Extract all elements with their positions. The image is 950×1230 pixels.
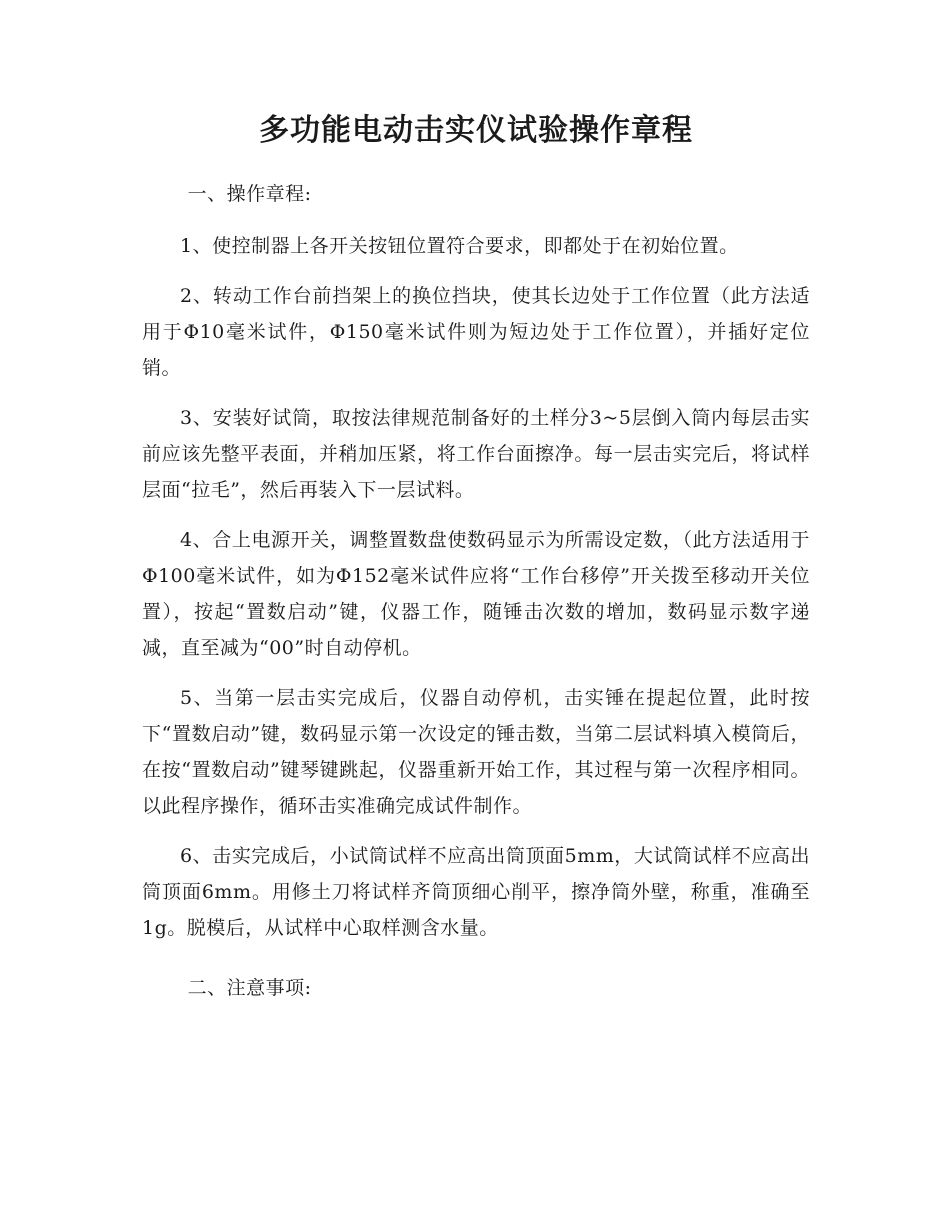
paragraph-step-6: 6、击实完成后，小试筒试样不应高出筒顶面5mm，大试筒试样不应高出筒顶面6mm。用修土刀将试样齐筒顶细心削平，擦净筒外壁，称重，准确至1g。脱模后，从试样中心取样测含水量。	[142, 845, 810, 939]
paragraph-step-3: 3、安装好试筒，取按法律规范制备好的土样分3~5层倒入筒内每层击实前应该先整平表面，并稍加压紧，将工作台面擦净。每一层击实完后，将试样层面“拉毛”，然后再装入下一层试料。	[142, 407, 810, 501]
section-heading-operation: 一、操作章程:	[187, 183, 312, 205]
paragraph-step-5: 5、当第一层击实完成后，仪器自动停机，击实锤在提起位置，此时按下“置数启动”键，数码显示第一次设定的锤击数，当第二层试料填入模筒后，在按“置数启动”键琴键跳起，仪器重新开始工作，其过程与第一次程序相同。以此程序操作，循环击实准确完成试件制作。	[142, 687, 810, 817]
section-heading-notes: 二、注意事项:	[187, 977, 312, 999]
document-title: 多功能电动击实仪试验操作章程	[259, 113, 693, 148]
document-page	[142, 108, 810, 1020]
paragraph-step-2: 2、转动工作台前挡架上的换位挡块，使其长边处于工作位置（此方法适用于Φ10毫米试件，Φ150毫米试件则为短边处于工作位置），并插好定位销。	[142, 285, 810, 379]
paragraph-step-4: 4、合上电源开关，调整置数盘使数码显示为所需设定数，（此方法适用于Φ100毫米试件，如为Φ152毫米试件应将“工作台移停”开关拨至移动开关位置），按起“置数启动”键，仪器工作，随锤击次数的增加，数码显示数字递减，直至减为“00”时自动停机。	[142, 529, 810, 659]
paragraph-step-1: 1、使控制器上各开关按钮位置符合要求，即都处于在初始位置。	[180, 235, 739, 257]
